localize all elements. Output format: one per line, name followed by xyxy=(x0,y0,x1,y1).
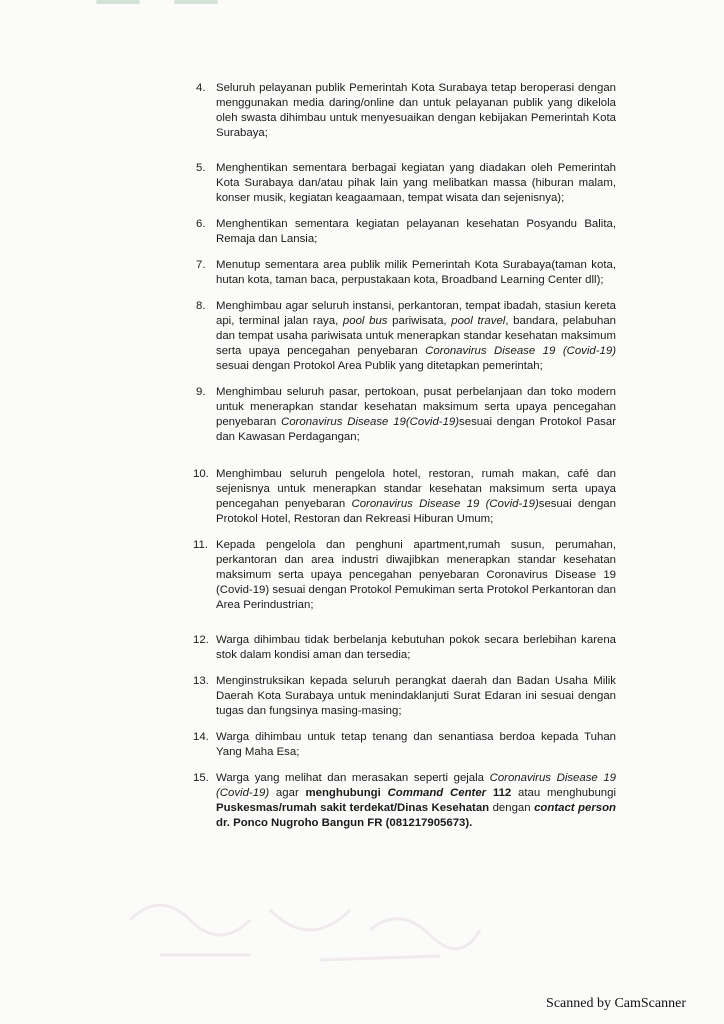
list-item xyxy=(196,299,616,374)
item-text-segment: Warga yang melihat dan merasakan seperti gejala xyxy=(216,772,490,784)
item-text-segment: atau menghubungi xyxy=(511,787,616,799)
item-text-segment: sesuai dengan Protokol Pasar dan Kawasan Perdagangan; xyxy=(216,416,616,443)
bleed-through-stamp xyxy=(120,880,500,970)
item-number: 13. xyxy=(193,675,209,687)
item-text-segment: Menghimbau seluruh pengelola hotel, restoran, rumah makan, café dan sejenisnya untuk menerapkan standar kesehatan maksimum serta upaya pencegahan penyebaran xyxy=(216,468,616,510)
item-text-segment: Coronavirus Disease 19 (Covid-19) xyxy=(351,498,539,510)
list-item xyxy=(193,674,616,719)
item-number: 7. xyxy=(196,259,206,271)
item-text-segment: menghubungi xyxy=(305,787,381,799)
list-item xyxy=(193,538,616,613)
item-number: 9. xyxy=(196,386,206,398)
item-text-segment: Seluruh pelayanan publik Pemerintah Kota Surabaya tetap beroperasi dengan menggunakan media daring/online dan untuk pelayanan publik yang dikelola oleh swasta dihimbau untuk menyesuaikan dengan kebijakan Pemerintah Kota Surabaya; xyxy=(216,82,616,139)
item-text-segment: contact person xyxy=(534,802,617,814)
item-text-segment: Menghentikan sementara berbagai kegiatan yang diadakan oleh Pemerintah Kota Surabaya dan/atau pihak lain yang melibatkan massa (hiburan malam, konser musik, kegiatan keagaamaan, tempat wisata dan sejenisnya); xyxy=(216,162,616,204)
list-item xyxy=(193,633,616,663)
scanner-watermark: Scanned by CamScanner xyxy=(546,996,686,1011)
list-item xyxy=(193,730,616,760)
list-item xyxy=(193,771,617,831)
item-text-segment xyxy=(381,787,388,799)
item-text-segment: Menghimbau seluruh pasar, pertokoan, pusat perbelanjaan dan toko modern untuk menerapkan standar kesehatan maksimum serta upaya pencegahan penyebaran xyxy=(216,386,616,428)
list-item xyxy=(196,258,616,288)
item-text-segment: pariwisata, xyxy=(387,315,452,327)
item-text xyxy=(216,634,616,661)
list-item xyxy=(196,217,616,247)
list-item xyxy=(193,467,616,527)
item-number: 11. xyxy=(193,539,208,551)
item-text xyxy=(216,772,616,829)
scan-edge-mark xyxy=(96,0,222,5)
item-text-segment: 112 xyxy=(486,787,512,799)
item-number: 5. xyxy=(196,162,206,174)
item-number: 8. xyxy=(196,300,206,312)
item-number: 12. xyxy=(193,634,209,646)
item-number: 4. xyxy=(196,82,206,94)
list-item xyxy=(196,161,616,206)
item-text-segment: pool travel xyxy=(451,315,506,327)
item-text-segment: sesuai dengan Protokol Area Publik yang ditetapkan pemerintah; xyxy=(216,360,543,372)
item-text xyxy=(216,300,616,372)
item-text xyxy=(216,259,616,286)
item-text xyxy=(216,539,616,611)
item-text-segment: dr. Ponco Nugroho Bangun FR (081217905673). xyxy=(216,817,473,829)
item-number: 6. xyxy=(196,218,206,230)
item-text xyxy=(216,675,616,717)
item-text xyxy=(216,162,616,204)
item-text-segment: Menginstruksikan kepada seluruh perangkat daerah dan Badan Usaha Milik Daerah Kota Surabaya untuk menindaklanjuti Surat Edaran ini sesuai dengan tugas dan fungsinya masing-masing; xyxy=(216,675,616,717)
item-text xyxy=(216,82,616,139)
item-text-segment: sesuai dengan Protokol Hotel, Restoran dan Rekreasi Hiburan Umum; xyxy=(216,498,616,525)
item-text-segment: , bandara, pelabuhan dan tempat usaha pariwisata untuk menerapkan standar kesehatan maksimum serta upaya pencegahan penyebaran xyxy=(216,315,616,357)
item-text xyxy=(216,386,616,443)
item-text-segment: Warga dihimbau untuk tetap tenang dan senantiasa berdoa kepada Tuhan Yang Maha Esa; xyxy=(216,731,616,758)
item-text-segment: Warga dihimbau tidak berbelanja kebutuhan pokok secara berlebihan karena stok dalam kondisi aman dan tersedia; xyxy=(216,634,616,661)
item-text-segment: Menghimbau agar seluruh instansi, perkantoran, tempat ibadah, stasiun kereta api, terminal jalan raya, xyxy=(216,300,616,327)
item-text-segment: Command Center xyxy=(387,787,487,799)
list-item xyxy=(196,385,616,445)
list-item xyxy=(196,81,616,141)
item-text-segment: agar xyxy=(269,787,306,799)
instruction-list xyxy=(193,70,617,831)
item-text xyxy=(216,218,616,245)
item-text-segment: Coronavirus Disease 19(Covid-19) xyxy=(281,416,460,428)
item-text-segment: Puskesmas/rumah sakit terdekat/Dinas Kesehatan xyxy=(216,802,490,814)
item-number: 15. xyxy=(193,772,209,784)
item-text-segment: Menutup sementara area publik milik Pemerintah Kota Surabaya(taman kota, hutan kota, taman baca, perpustakaan kota, Broadband Learning Center dll); xyxy=(216,259,616,286)
item-text-segment: pool bus xyxy=(342,315,388,327)
item-number: 14. xyxy=(193,731,209,743)
item-text xyxy=(216,468,616,525)
item-text-segment: Coronavirus Disease 19 (Covid-19) xyxy=(425,345,616,357)
item-text-segment: Coronavirus Disease 19 (Covid-19) xyxy=(216,772,616,799)
item-text-segment: dengan xyxy=(489,802,535,814)
item-text-segment: Menghentikan sementara kegiatan pelayanan kesehatan Posyandu Balita, Remaja dan Lansia; xyxy=(216,218,616,245)
item-number: 10. xyxy=(193,468,209,480)
item-text xyxy=(216,731,616,758)
item-text-segment: Kepada pengelola dan penghuni apartment,rumah susun, perumahan, perkantoran dan area industri diwajibkan menerapkan standar kesehatan maksimum serta upaya pencegahan penyebaran Coronavirus Disease 19 (Covid-19) sesuai dengan Protokol Pemukiman serta Protokol Perkantoran dan Area Perindustrian; xyxy=(216,539,616,611)
